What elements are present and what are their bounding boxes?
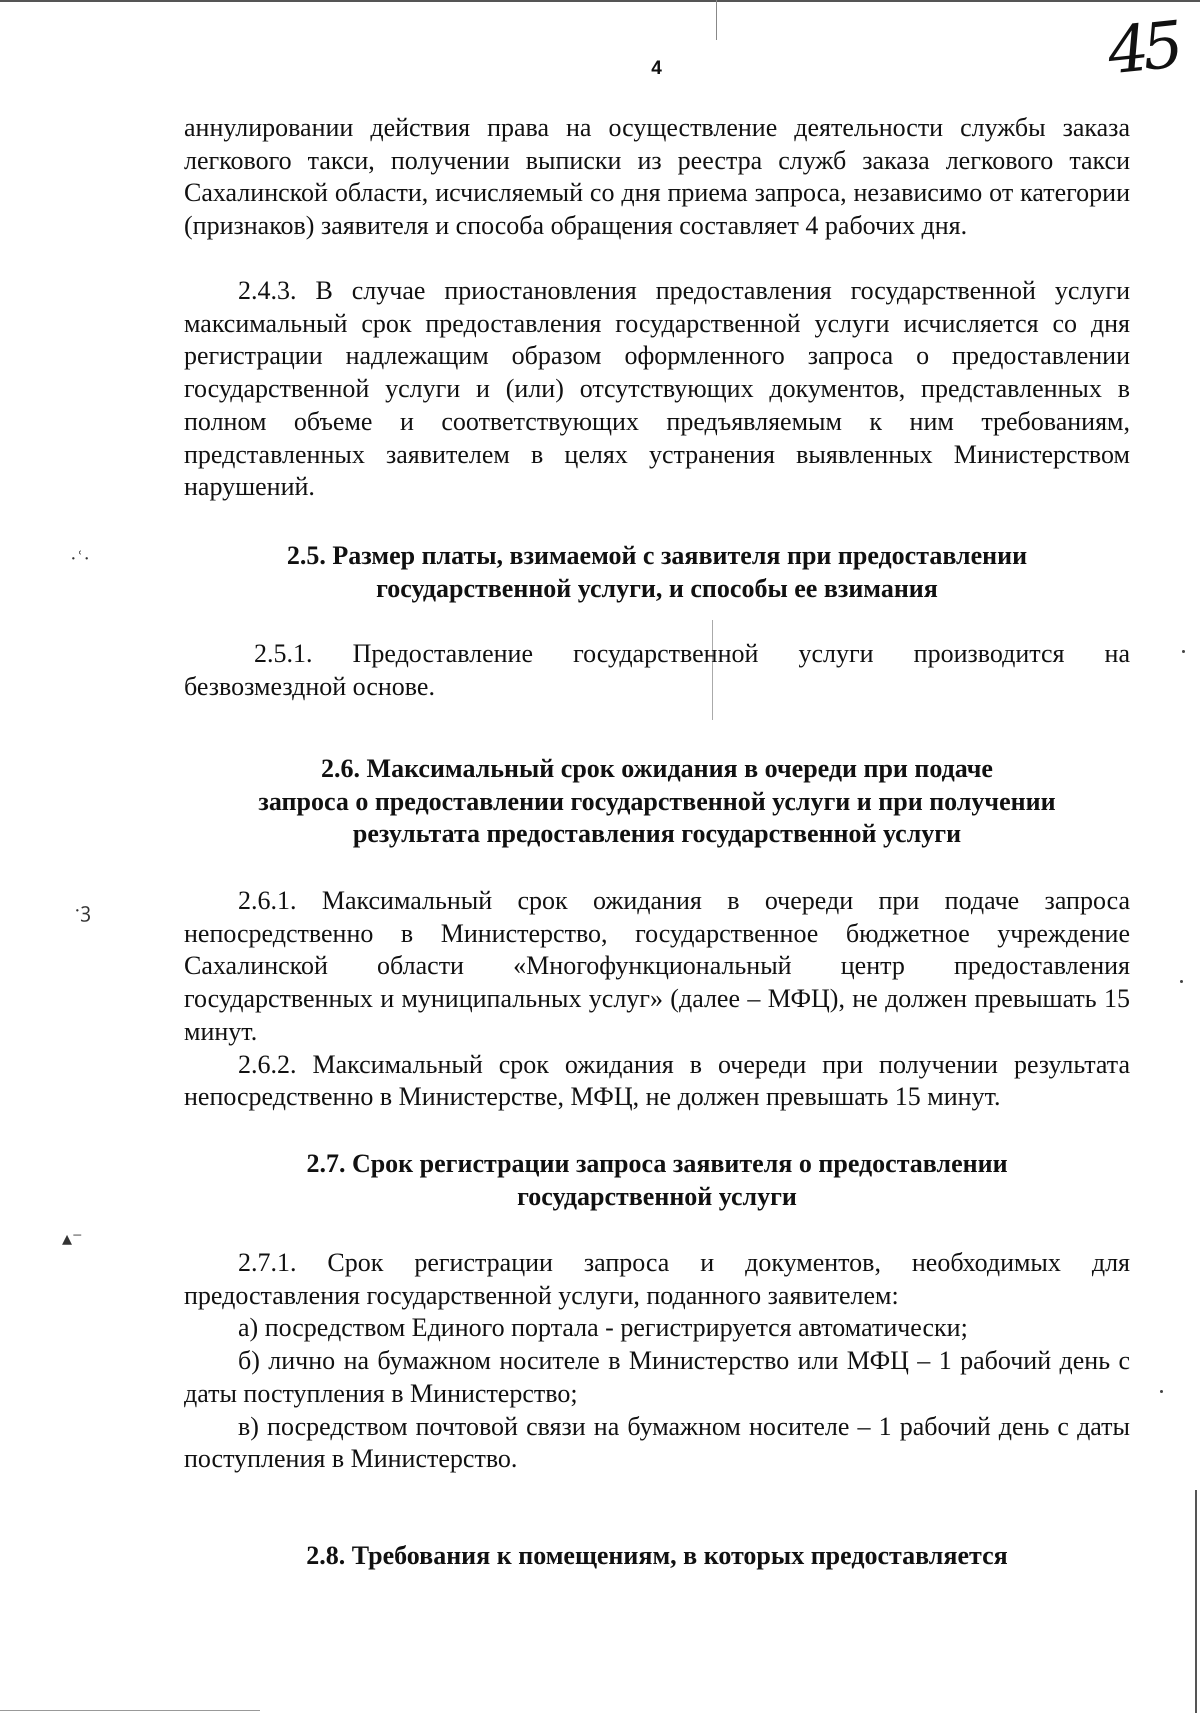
list-item: в) посредством почтовой связи на бумажном носителе – 1 рабочий день с даты поступления в Министерство. (184, 1411, 1130, 1474)
paragraph-2-4-3 (184, 275, 1130, 504)
heading-line: запроса о предоставлении государственной услуги и при получении (258, 786, 1056, 816)
paragraph-intro (184, 112, 1130, 243)
paragraph-text: 2.6.2. Максимальный срок ожидания в очереди при получении результата непосредственно в Министерстве, МФЦ, не должен превышать 15 минут. (184, 1049, 1130, 1112)
paragraph-2-7-1 (184, 1247, 1130, 1476)
margin-mark-3: ▴⁻ (62, 1228, 83, 1250)
heading-line: результата предоставления государственной услуги (352, 819, 962, 848)
heading-line: 2.8. Требования к помещениям, в которых предоставляется (306, 1541, 1008, 1570)
margin-mark-2: ·ꝫ (74, 900, 91, 922)
list-item: а) посредством Единого портала - регистрируется автоматически; (238, 1313, 968, 1343)
page-number: 4 (651, 58, 662, 79)
heading-2-7 (184, 1148, 1130, 1213)
scan-edge-bottom-line (0, 1710, 260, 1711)
heading-line: государственной услуги (517, 1181, 797, 1211)
heading-line: 2.5. Размер платы, взимаемой с заявителя при предоставлении (286, 541, 1028, 570)
paragraph-2-6-1 (184, 885, 1130, 1114)
paragraph-2-5-1 (184, 638, 1130, 703)
handwritten-page-number: 45 (1104, 8, 1182, 90)
paragraph-text: 2.5.1. Предоставление государственной услуги производится на безвозмездной основе. (184, 639, 1130, 701)
speck (1182, 650, 1185, 653)
list-item: б) лично на бумажном носителе в Министерство или МФЦ – 1 рабочий день с даты поступления в Министерство; (184, 1346, 1130, 1408)
heading-2-8 (184, 1540, 1130, 1573)
heading-line: государственной услуги, и способы ее взимания (376, 573, 938, 603)
paragraph-text: 2.7.1. Срок регистрации запроса и документов, необходимых для предоставления государственной услуги, поданного заявителем: (184, 1248, 1130, 1310)
scan-edge-right-line (1195, 1490, 1197, 1713)
scan-edge-top-line (0, 0, 1200, 2)
heading-line: 2.7. Срок регистрации запроса заявителя о предоставлении (306, 1149, 1008, 1178)
heading-line: 2.6. Максимальный срок ожидания в очереди при подаче (321, 754, 993, 783)
scan-fold-line-top (716, 0, 717, 40)
paragraph-text: 2.4.3. В случае приостановления предоставления государственной услуги максимальный срок предоставления государственной услуги исчисляется со дня регистрации надлежащим образом оформленного запроса о предоставлении государственной услуги и (или) отсутствующих документов, представленных в полном объеме и соответствующих предъявляемым к ним требованиям, представленных заявителем в целях устранения выявленных Министерством нарушений. (184, 276, 1130, 502)
paragraph-text: аннулировании действия права на осуществление деятельности службы заказа легкового такси, получении выписки из реестра служб заказа легкового такси Сахалинской области, исчисляемый со дня приема запроса, независимо от категории (признаков) заявителя и способа обращения составляет 4 рабочих дня. (184, 113, 1130, 241)
speck (1180, 980, 1183, 983)
paragraph-text: 2.6.1. Максимальный срок ожидания в очереди при подаче запроса непосредственно в Министерство, государственное бюджетное учреждение Сахалинской области «Многофункциональный центр предоставления государственных и муниципальных услуг» (далее – МФЦ), не должен превышать 15 минут. (184, 886, 1130, 1046)
margin-mark-1: ·ʿ· (70, 548, 90, 570)
speck (1160, 1390, 1163, 1393)
heading-2-5 (184, 540, 1130, 605)
heading-2-6 (184, 753, 1130, 851)
